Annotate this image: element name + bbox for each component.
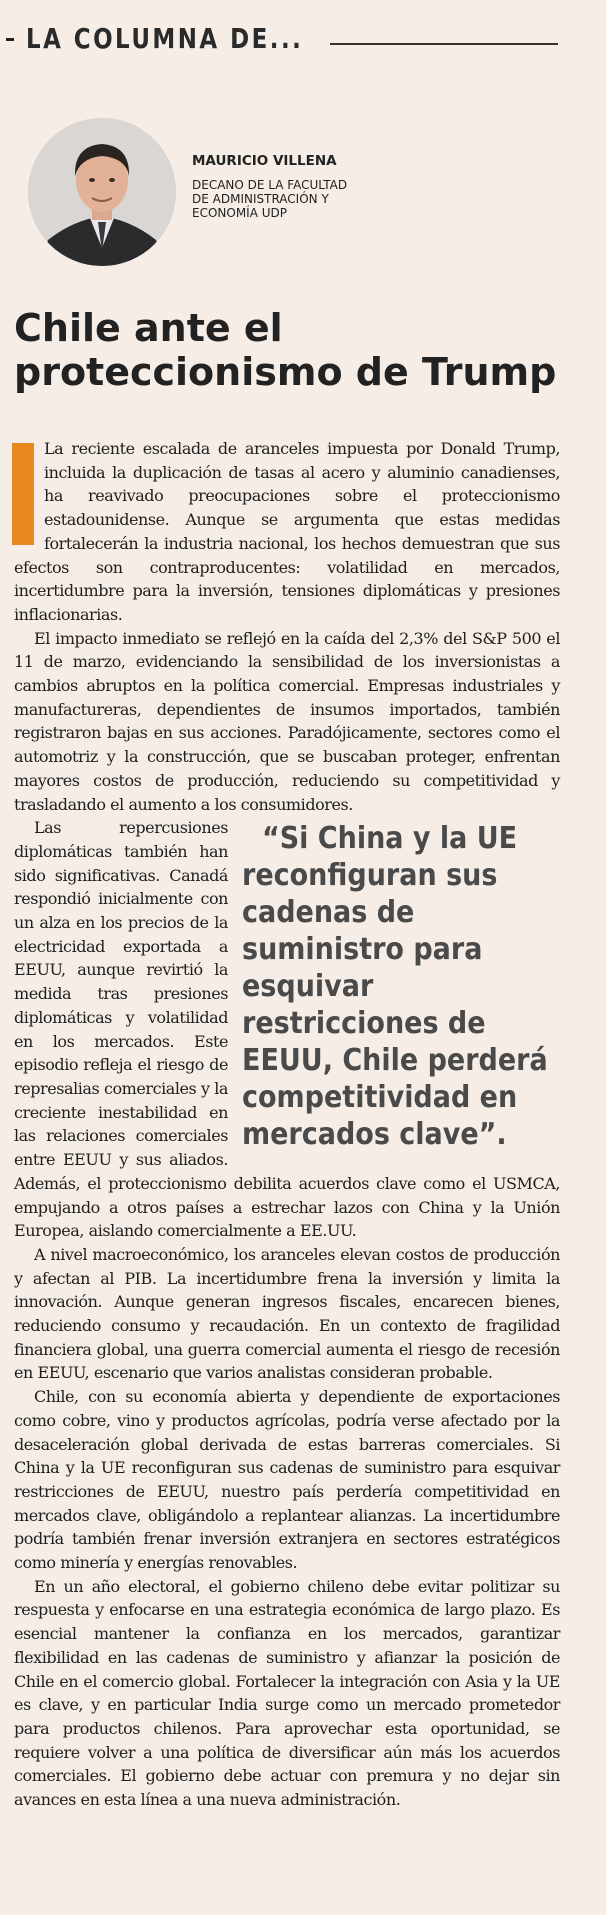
- section-header: [0, 22, 606, 62]
- author-photo: [28, 118, 176, 266]
- author-role: DECANO DE LA FACULTAD DE ADMINISTRACIÓN Y ECONOMÍA UDP: [192, 178, 348, 220]
- drop-cap-l-icon: [12, 443, 34, 545]
- header-dash: [6, 38, 14, 41]
- article-body: [14, 437, 560, 1812]
- paragraph-1: [14, 437, 560, 627]
- section-title: LA COLUMNA DE...: [26, 22, 304, 55]
- paragraph-2: El impacto inmediato se reflejó en la caída del 2,3% del S&P 500 el 11 de marzo, evidenciando la sensibilidad de los inversionistas a cambios abruptos en la política comercial. Empresas industriales y manufactureras, dependientes de insumos importados, también registraron bajas en sus acciones. Paradójicamente, sectores como el automotriz y la construcción, que se buscaban proteger, enfrentan mayores costos de producción, reduciendo su competitividad y trasladando el aumento a los consumidores.: [14, 628, 560, 814]
- paragraph-1-text: La reciente escalada de aranceles impuesta por Donald Trump, incluida la duplicación de tasas al acero y aluminio canadienses, ha reavivado preocupaciones sobre el proteccionismo estadounidense. Aunque se argumenta que estas medidas fortalecerán la industria nacional, los hechos demuestran que sus efectos son contraproducentes: volatilidad en mercados, incertidumbre para la inversión, tensiones diplomáticas y presiones inflacionarias.: [14, 439, 560, 624]
- paragraph-6: En un año electoral, el gobierno chileno debe evitar politizar su respuesta y enfocarse en una estrategia económica de largo plazo. Es esencial mantener la confianza en los mercados, garantizar flexibilidad en las cadenas de suministro y afianzar la posición de Chile en el comercio global. Fortalecer la integración con Asia y la UE es clave, y en particular India surge como un mercado prometedor para productos chilenos. Para aprovechar esta oportunidad, se requiere volver a una política de diversificar aún más los acuerdos comerciales. El gobierno debe actuar con premura y no dejar sin avances en esta línea a una nueva administración.: [14, 1576, 560, 1810]
- paragraph-4: A nivel macroeconómico, los aranceles elevan costos de producción y afectan al PIB. La incertidumbre frena la inversión y limita la innovación. Aunque generan ingresos fiscales, encarecen bienes, reduciendo consumo y recaudación. En un contexto de fragilidad financiera global, una guerra comercial aumenta el riesgo de recesión en EEUU, escenario que varios analistas consideran probable.: [14, 1244, 560, 1383]
- paragraph-3-text: Las repercusiones diplomáticas también han sido significativas. Canadá respondió inicialmente con un alza en los precios de la electricidad exportada a EEUU, aunque revirtió la medida tras presiones diplomáticas y volatilidad en los mercados. Este episodio refleja el riesgo de represalias comerciales y la creciente inestabilidad en las relaciones comerciales entre EEUU y sus aliados. Además, el proteccionismo debilita acuerdos clave como el USMCA, empujando a otros países a estrechar lazos con China y la Unión Europea, aislando comercialmente a EE.UU.: [14, 818, 560, 1241]
- paragraph-5: Chile, con su economía abierta y dependiente de exportaciones como cobre, vino y productos agrícolas, podría verse afectado por la desaceleración global derivada de estas barreras comerciales. Si China y la UE reconfiguran sus cadenas de suministro para esquivar restricciones de EEUU, nuestro país perdería competitividad en mercados clave, obligándolo a replantear alianzas. La incertidumbre podría también frenar inversión extranjera en sectores estratégicos como minería y energías renovables.: [14, 1387, 560, 1573]
- author-portrait-icon: [28, 118, 176, 266]
- paragraph-3: [14, 816, 560, 1243]
- header-rule: [330, 43, 558, 45]
- article-headline: Chile ante el proteccionismo de Trump: [14, 306, 557, 394]
- pull-quote: “Si China y la UE reconfiguran sus cadenas de suministro para esquivar restricciones de EEUU, Chile perderá competitividad en mercados clave”.: [242, 821, 548, 1153]
- author-name: MAURICIO VILLENA: [192, 153, 337, 169]
